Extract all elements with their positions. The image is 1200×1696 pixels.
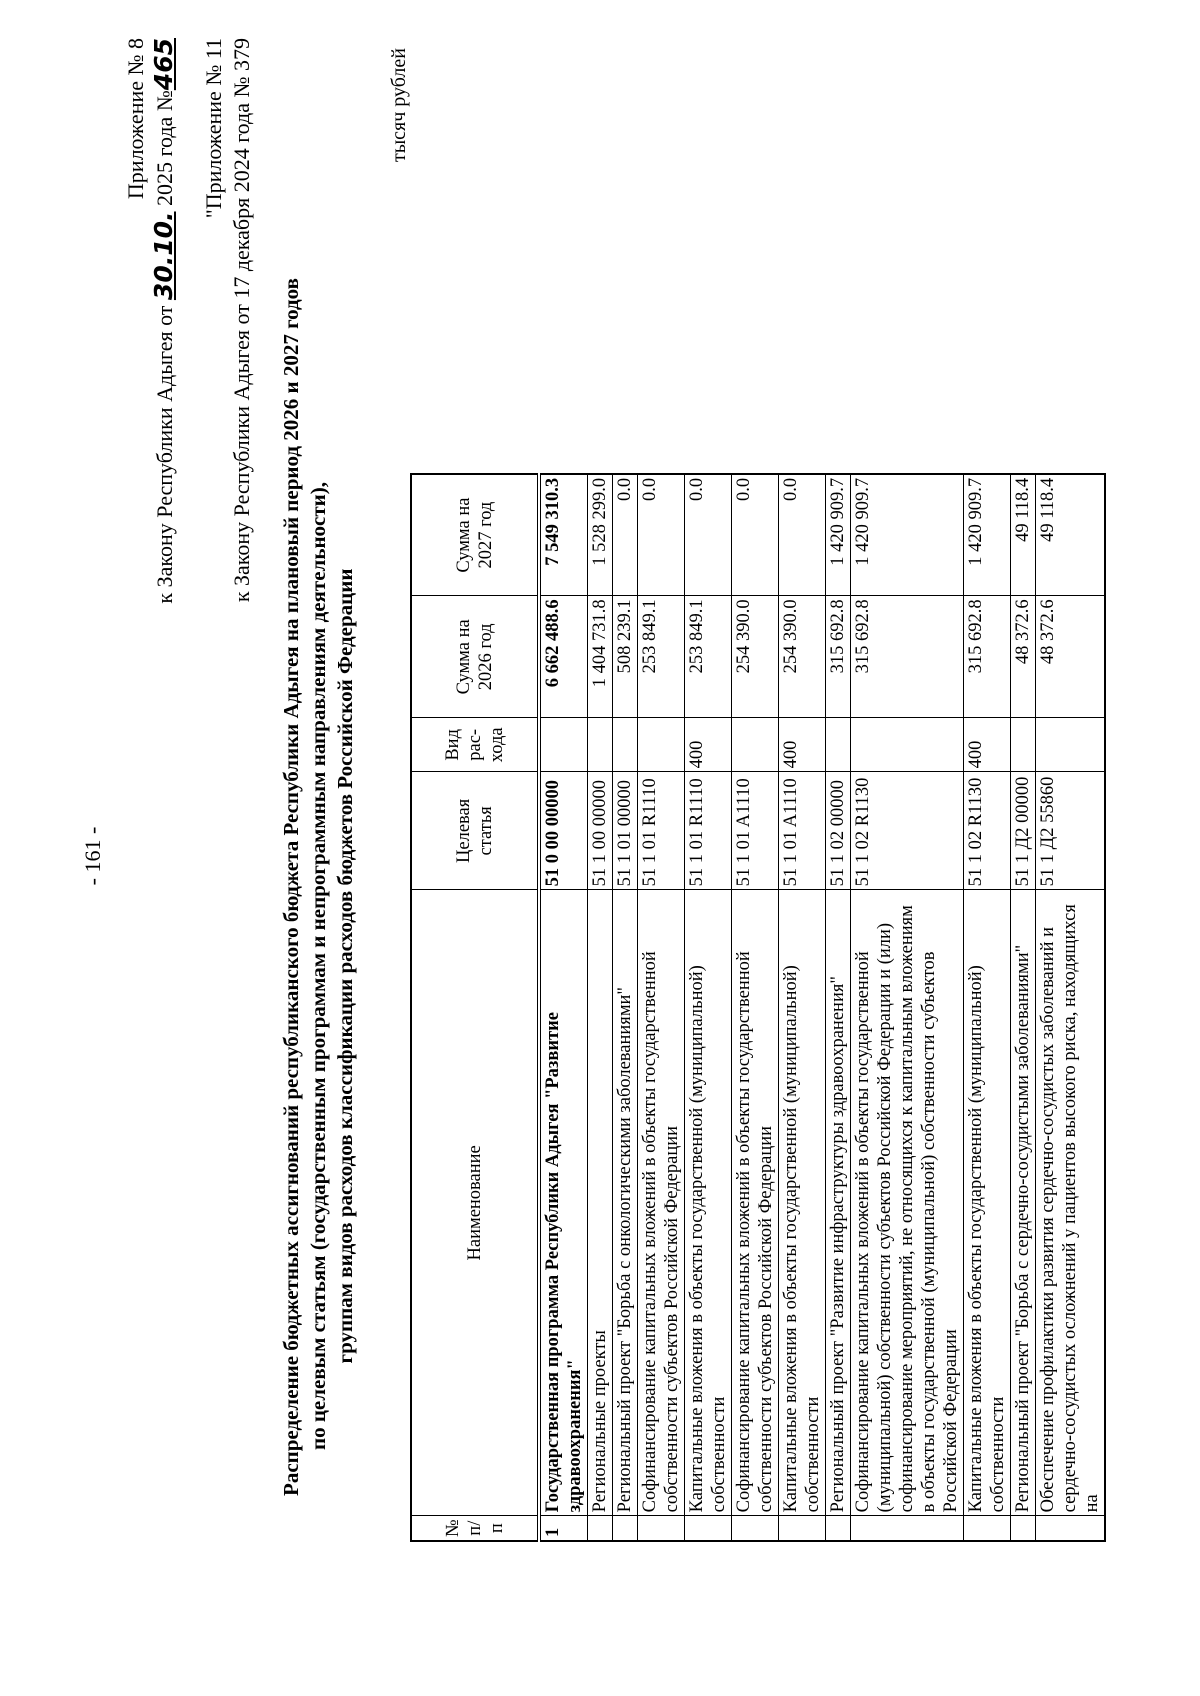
- cell-sum2027: 0.0: [638, 474, 685, 596]
- table-body: [539, 474, 1105, 1541]
- cell-num: [588, 1516, 613, 1541]
- cell-target: 51 1 01 00000: [613, 772, 638, 890]
- cell-name: Региональный проект "Борьба с сердечно-сосудистыми заболеваниями": [1011, 890, 1036, 1516]
- cell-name: Государственная программа Республики Адыгея "Развитие здравоохранения": [539, 890, 588, 1516]
- cell-sum2026: 253 849.1: [638, 596, 685, 718]
- cell-num: [613, 1516, 638, 1541]
- cell-sum2027: 1 528 299.0: [588, 474, 613, 596]
- table-row: [539, 474, 588, 1541]
- header-sum-2027: Сумма на 2027 год: [411, 474, 539, 596]
- cell-sum2026: 315 692.8: [851, 596, 964, 718]
- cell-name: Софинансирование капитальных вложений в объекты государственной собственности субъектов Российской Федерации: [732, 890, 779, 1516]
- cell-sum2027: 1 420 909.7: [851, 474, 964, 596]
- cell-num: [638, 1516, 685, 1541]
- cell-num: [779, 1516, 826, 1541]
- page-number: - 161 -: [80, 826, 105, 886]
- cell-kind: [732, 718, 779, 772]
- cell-target: 51 1 01 R1110: [638, 772, 685, 890]
- cell-target: 51 1 01 A1110: [779, 772, 826, 890]
- cell-target: 51 1 02 R1130: [964, 772, 1011, 890]
- cell-target: 51 1 02 R1130: [851, 772, 964, 890]
- cell-sum2026: 1 404 731.8: [588, 596, 613, 718]
- cell-kind: 400: [685, 718, 732, 772]
- cell-num: 1: [539, 1516, 588, 1541]
- cell-sum2026: 315 692.8: [826, 596, 851, 718]
- cell-kind: [588, 718, 613, 772]
- table-header-row: [411, 474, 539, 1541]
- cell-num: [851, 1516, 964, 1541]
- header-num: № п/п: [411, 1516, 539, 1541]
- cell-kind: [638, 718, 685, 772]
- table-row: [732, 474, 779, 1541]
- cell-target: 51 1 00 00000: [588, 772, 613, 890]
- table-row: [779, 474, 826, 1541]
- document-title-line-2: по целевым статьям (государственным программам и непрограммным направлениям деятельности),: [306, 481, 330, 1451]
- appendix-8-law-prefix: к Закону Республики Адыгея от: [152, 305, 177, 604]
- cell-sum2026: 48 372.6: [1011, 596, 1036, 718]
- cell-num: [1036, 1516, 1106, 1541]
- cell-name: Региональные проекты: [588, 890, 613, 1516]
- cell-kind: [539, 718, 588, 772]
- cell-name: Региональный проект "Борьба с онкологическими заболеваниями": [613, 890, 638, 1516]
- cell-kind: 400: [779, 718, 826, 772]
- cell-sum2027: 1 420 909.7: [826, 474, 851, 596]
- table-row: [1036, 474, 1106, 1541]
- cell-kind: [1011, 718, 1036, 772]
- cell-num: [964, 1516, 1011, 1541]
- cell-sum2026: 253 849.1: [685, 596, 732, 718]
- cell-sum2026: 254 390.0: [732, 596, 779, 718]
- cell-name: Капитальные вложения в объекты государственной (муниципальной) собственности: [779, 890, 826, 1516]
- header-sum-2026: Сумма на 2026 год: [411, 596, 539, 718]
- cell-sum2026: 6 662 488.6: [539, 596, 588, 718]
- cell-num: [685, 1516, 732, 1541]
- cell-sum2026: 254 390.0: [779, 596, 826, 718]
- cell-num: [1011, 1516, 1036, 1541]
- cell-sum2027: 0.0: [732, 474, 779, 596]
- table-row: [588, 474, 613, 1541]
- cell-sum2026: 315 692.8: [964, 596, 1011, 718]
- handwritten-number: 465: [149, 38, 178, 91]
- units-label: тысяч рублей: [388, 48, 410, 163]
- table-row: [638, 474, 685, 1541]
- cell-sum2027: 49 118.4: [1011, 474, 1036, 596]
- cell-target: 51 1 01 A1110: [732, 772, 779, 890]
- cell-kind: [613, 718, 638, 772]
- appendix-11-title: "Приложение № 11: [201, 38, 226, 219]
- cell-sum2026: 508 239.1: [613, 596, 638, 718]
- header-target: Целевая статья: [411, 772, 539, 890]
- cell-name: Обеспечение профилактики развития сердечно-сосудистых заболеваний и сердечно-сосудистых осложнений у пациентов высокого риска, находящихся на: [1036, 890, 1106, 1516]
- handwritten-date: 30.10.: [149, 211, 178, 301]
- cell-sum2026: 48 372.6: [1036, 596, 1106, 718]
- cell-sum2027: 0.0: [779, 474, 826, 596]
- appendix-8-title: Приложение № 8: [123, 38, 148, 200]
- cell-num: [826, 1516, 851, 1541]
- appendix-11-header: [200, 38, 256, 602]
- table-row: [685, 474, 732, 1541]
- cell-sum2027: 7 549 310.3: [539, 474, 588, 596]
- cell-target: 51 1 02 00000: [826, 772, 851, 890]
- cell-target: 51 1 Д2 00000: [1011, 772, 1036, 890]
- cell-name: Софинансирование капитальных вложений в объекты государственной (муниципальной) собственности субъектов Российской Федерации и (или) софинансирование мероприятий, не относящихся к капитальным вложениям в объекты государственной (муниципальной) собственности субъектов Российской Федерации: [851, 890, 964, 1516]
- appendix-8-law-middle: 2025 года №: [152, 90, 177, 206]
- cell-sum2027: 0.0: [613, 474, 638, 596]
- appendix-8-law-line: [150, 38, 179, 604]
- cell-sum2027: 49 118.4: [1036, 474, 1106, 596]
- table-row: [851, 474, 964, 1541]
- document-title-line-3: группам видов расходов классификации расходов бюджетов Российской Федерации: [333, 568, 357, 1364]
- cell-kind: [1036, 718, 1106, 772]
- document-title: [278, 278, 359, 1496]
- header-name: Наименование: [411, 890, 539, 1516]
- cell-name: Капитальные вложения в объекты государственной (муниципальной) собственности: [964, 890, 1011, 1516]
- cell-kind: 400: [964, 718, 1011, 772]
- cell-name: Капитальные вложения в объекты государственной (муниципальной) собственности: [685, 890, 732, 1516]
- cell-target: 51 1 01 R1110: [685, 772, 732, 890]
- cell-target: 51 0 00 00000: [539, 772, 588, 890]
- table-row: [613, 474, 638, 1541]
- table-row: [826, 474, 851, 1541]
- cell-target: 51 1 Д2 55860: [1036, 772, 1106, 890]
- table-row: [1011, 474, 1036, 1541]
- budget-table: [410, 473, 1106, 1542]
- cell-sum2027: 0.0: [685, 474, 732, 596]
- cell-kind: [826, 718, 851, 772]
- header-kind: Вид рас-хода: [411, 718, 539, 772]
- cell-name: Софинансирование капитальных вложений в объекты государственной собственности субъектов Российской Федерации: [638, 890, 685, 1516]
- table-row: [964, 474, 1011, 1541]
- cell-name: Региональный проект "Развитие инфраструктуры здравоохранения": [826, 890, 851, 1516]
- document-title-line-1: Распределение бюджетных ассигнований республиканского бюджета Республики Адыгея на плановый период 2026 и 2027 годов: [279, 278, 303, 1496]
- cell-sum2027: 1 420 909.7: [964, 474, 1011, 596]
- cell-num: [732, 1516, 779, 1541]
- appendix-8-header: [122, 38, 179, 604]
- appendix-11-law-line: к Закону Республики Адыгея от 17 декабря 2024 года № 379: [229, 38, 254, 603]
- cell-kind: [851, 718, 964, 772]
